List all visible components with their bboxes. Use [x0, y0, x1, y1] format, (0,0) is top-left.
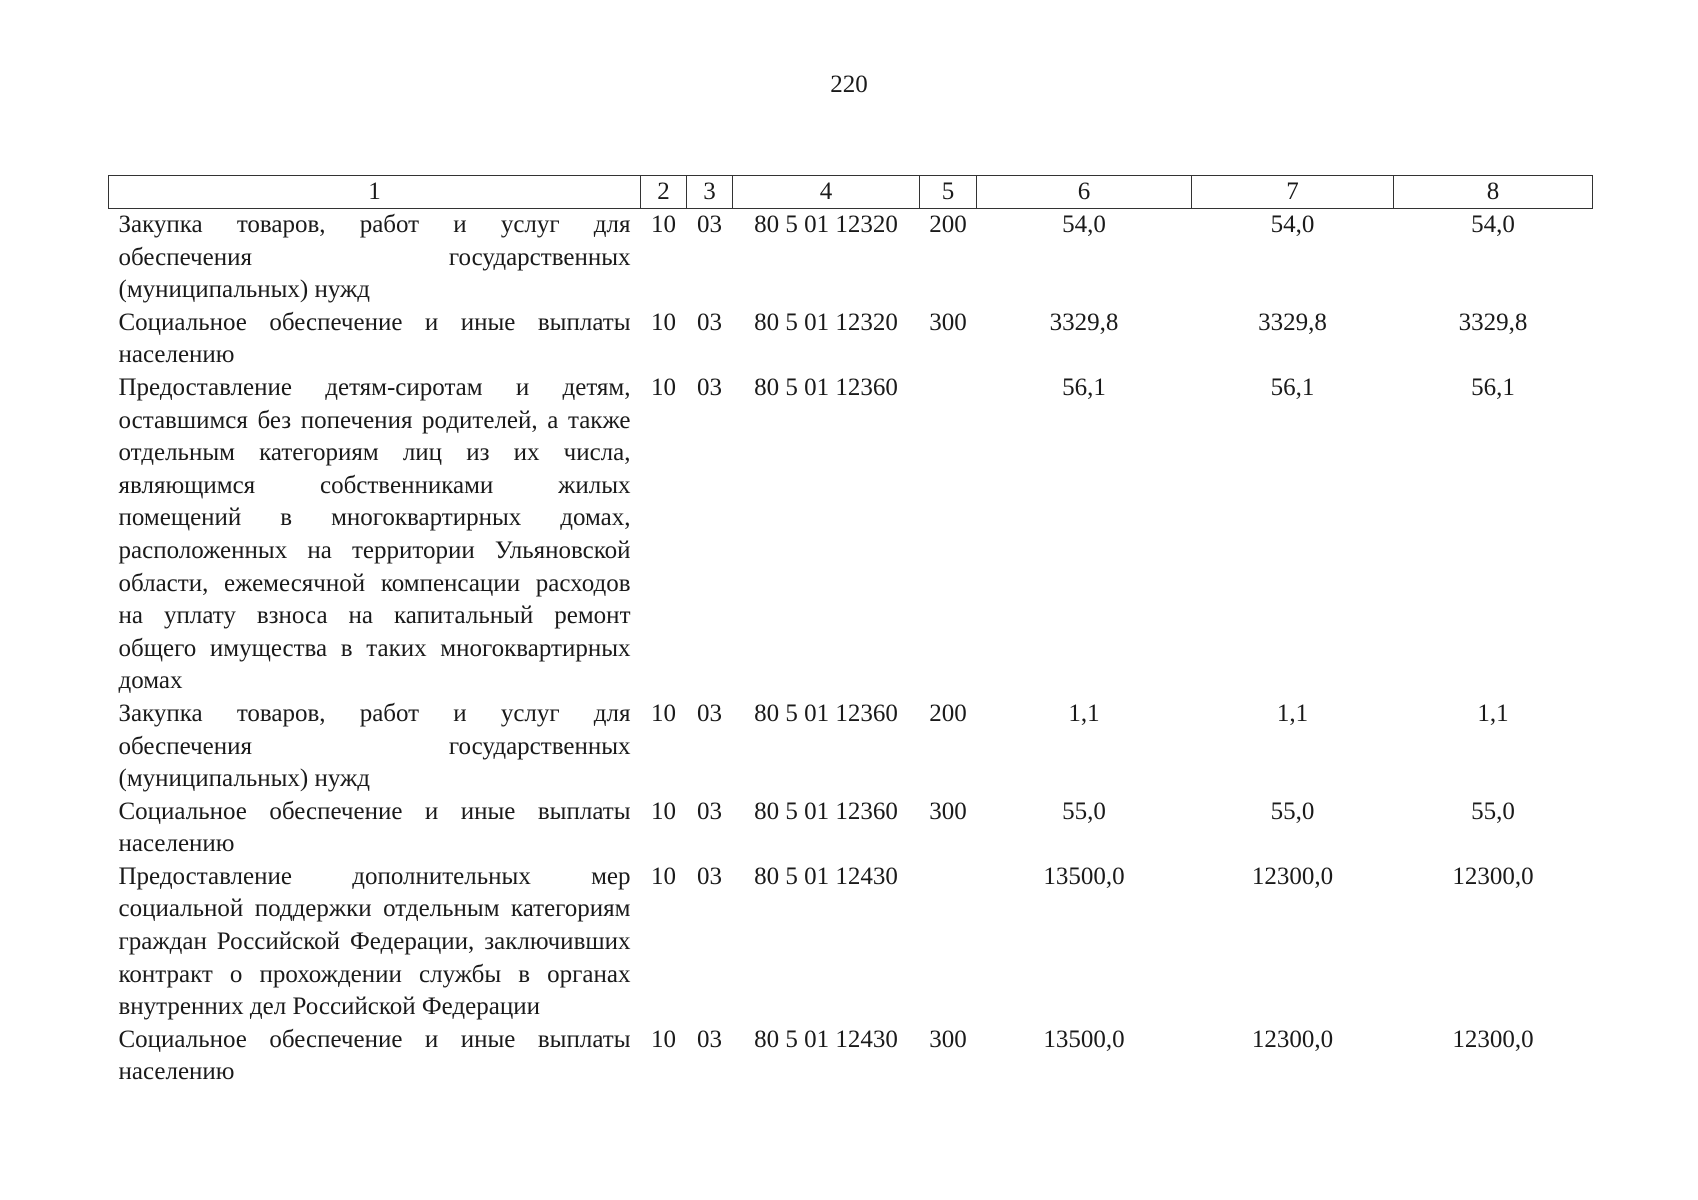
row-name: Закупка товаров, работ и услуг для обеспечения государственных (муниципальных) нужд: [118, 699, 631, 793]
row-amount-col8: 3329,8: [1458, 308, 1528, 336]
row-section: 10: [651, 211, 676, 238]
row-section: 10: [651, 699, 676, 727]
row-amount-col7: 55,0: [1270, 797, 1315, 825]
header-col-4: 4: [733, 176, 920, 209]
row-amount-col6: 55,0: [1062, 797, 1106, 825]
table-row: [109, 698, 1593, 796]
budget-table: [108, 175, 1593, 1089]
row-expense-type: 300: [929, 308, 967, 336]
row-expense-type: 300: [929, 1025, 967, 1053]
row-section: 10: [651, 797, 676, 825]
row-subsection: 03: [697, 862, 722, 890]
row-amount-col7: 54,0: [1270, 211, 1315, 238]
row-expense-type: [920, 861, 977, 1024]
row-amount-col6: 54,0: [1062, 211, 1106, 238]
row-amount-col8: 54,0: [1471, 211, 1515, 238]
row-amount-col7: 12300,0: [1251, 1025, 1334, 1053]
table-header: [109, 176, 1593, 209]
row-amount-col6: 3329,8: [1049, 308, 1119, 336]
table-row: [109, 209, 1593, 307]
page-number: 220: [830, 71, 868, 98]
row-subsection: 03: [697, 211, 722, 238]
row-subsection: 03: [697, 308, 722, 336]
row-section: 10: [651, 1025, 676, 1053]
row-subsection: 03: [697, 1025, 722, 1053]
row-subsection: 03: [697, 373, 722, 401]
row-amount-col6: 13500,0: [1043, 1025, 1125, 1053]
header-col-7: 7: [1192, 176, 1394, 209]
row-target-article: 80 5 01 12360: [754, 373, 898, 401]
header-col-2: 2: [641, 176, 687, 209]
row-target-article: 80 5 01 12320: [754, 308, 898, 336]
row-amount-col6: 56,1: [1062, 373, 1106, 401]
row-amount-col8: 56,1: [1471, 373, 1515, 401]
row-amount-col7: 56,1: [1270, 373, 1315, 401]
row-section: 10: [651, 862, 676, 890]
row-amount-col6: 13500,0: [1043, 862, 1125, 890]
table-row: [109, 307, 1593, 372]
row-name: Социальное обеспечение и иные выплаты населению: [118, 308, 631, 369]
row-subsection: 03: [697, 797, 722, 825]
header-col-6: 6: [977, 176, 1192, 209]
row-amount-col7: 12300,0: [1251, 862, 1334, 890]
row-amount-col6: 1,1: [1068, 699, 1100, 727]
header-row: [109, 176, 1593, 209]
table-body: [109, 209, 1593, 1090]
table-row: [109, 796, 1593, 861]
header-col-1: 1: [109, 176, 641, 209]
row-amount-col7: 3329,8: [1258, 308, 1327, 336]
row-name: Социальное обеспечение и иные выплаты населению: [118, 797, 631, 858]
row-target-article: 80 5 01 12430: [754, 862, 898, 890]
row-amount-col8: 1,1: [1477, 699, 1509, 727]
header-col-8: 8: [1394, 176, 1593, 209]
row-expense-type: 200: [929, 699, 967, 727]
row-target-article: 80 5 01 12320: [754, 211, 898, 238]
row-target-article: 80 5 01 12360: [754, 699, 898, 727]
header-col-3: 3: [687, 176, 733, 209]
row-target-article: 80 5 01 12430: [754, 1025, 898, 1053]
row-section: 10: [651, 308, 676, 336]
header-col-5: 5: [920, 176, 977, 209]
table-row: [109, 1024, 1593, 1089]
row-amount-col8: 55,0: [1471, 797, 1515, 825]
row-name: Предоставление дополнительных мер социальной поддержки отдельным категориям граждан Российской Федерации, заключивших контракт о прохождении службы в органах внутренних дел Российской Федерации: [118, 862, 631, 1021]
row-amount-col7: 1,1: [1276, 699, 1309, 727]
row-expense-type: 300: [929, 797, 967, 825]
table-row: [109, 861, 1593, 1024]
row-amount-col8: 12300,0: [1452, 1025, 1534, 1053]
row-amount-col8: 12300,0: [1452, 862, 1534, 890]
row-section: 10: [651, 373, 676, 401]
row-name: Предоставление детям-сиротам и детям, оставшимся без попечения родителей, а также отдельным категориям лиц из их числа, являющимся собственниками жилых помещений в многоквартирных домах, расположенных на территории Ульяновской области, ежемесячной компенсации расходов на уплату взноса на капитальный ремонт общего имущества в таких многоквартирных домах: [118, 373, 631, 695]
row-name: Социальное обеспечение и иные выплаты населению: [118, 1025, 631, 1086]
row-subsection: 03: [697, 699, 722, 727]
row-target-article: 80 5 01 12360: [754, 797, 898, 825]
table-row: [109, 372, 1593, 698]
row-expense-type: 200: [929, 211, 967, 238]
row-name: Закупка товаров, работ и услуг для обеспечения государственных (муниципальных) нужд: [118, 211, 631, 304]
row-expense-type: [920, 372, 977, 698]
